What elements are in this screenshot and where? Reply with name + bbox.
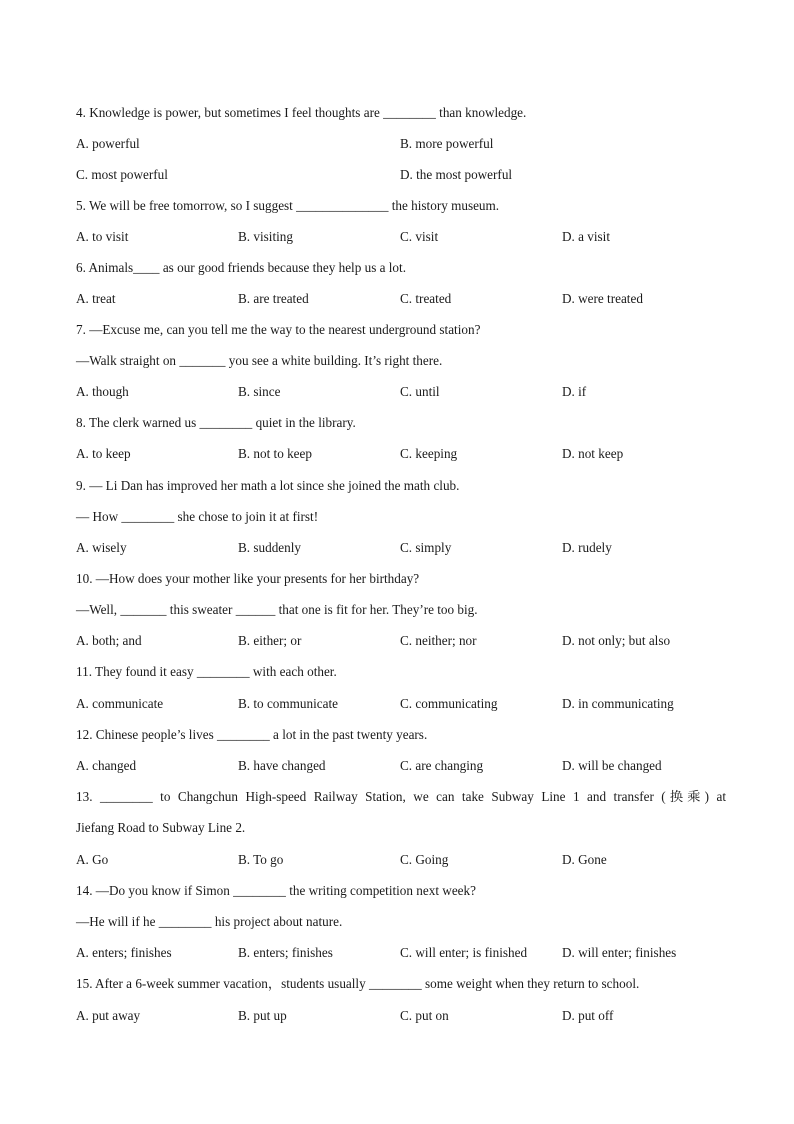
question-12-option-c: C. are changing bbox=[400, 758, 484, 773]
question-11-option-a: A. communicate bbox=[76, 696, 164, 711]
question-8-option-c: C. keeping bbox=[400, 446, 458, 461]
question-7-stem-line-1: 7. —Excuse me, can you tell me the way to the nearest underground station? bbox=[76, 322, 481, 337]
question-6-option-a: A. treat bbox=[76, 291, 116, 306]
question-14-stem-line-2: —He will if he ________ his project about nature. bbox=[76, 914, 343, 929]
question-7-option-c: C. until bbox=[400, 384, 440, 399]
question-14-option-b: B. enters; finishes bbox=[238, 945, 333, 960]
question-10-stem-line-2: —Well, _______ this sweater ______ that one is fit for her. They’re too big. bbox=[76, 602, 478, 617]
question-13-option-c: C. Going bbox=[400, 852, 449, 867]
question-9-stem-line-1: 9. — Li Dan has improved her math a lot since she joined the math club. bbox=[76, 478, 460, 493]
question-14-option-d: D. will enter; finishes bbox=[562, 945, 677, 960]
question-12-option-a: A. changed bbox=[76, 758, 137, 773]
question-9-option-c: C. simply bbox=[400, 540, 452, 555]
question-7-stem-line-2: —Walk straight on _______ you see a white building. It’s right there. bbox=[76, 353, 443, 368]
question-10-option-d: D. not only; but also bbox=[562, 633, 671, 648]
question-12-option-b: B. have changed bbox=[238, 758, 326, 773]
question-12-stem-line-1: 12. Chinese people’s lives ________ a lot in the past twenty years. bbox=[76, 727, 428, 742]
question-5-option-c: C. visit bbox=[400, 229, 439, 244]
question-13-stem-line-2: Jiefang Road to Subway Line 2. bbox=[76, 820, 246, 835]
question-4-option-b: B. more powerful bbox=[400, 136, 494, 151]
question-4-option-d: D. the most powerful bbox=[400, 167, 513, 182]
question-9-stem-line-2: — How ________ she chose to join it at first! bbox=[76, 509, 319, 524]
question-5-stem-line-1: 5. We will be free tomorrow, so I suggest ______________ the history museum. bbox=[76, 198, 500, 213]
question-10-stem-line-1: 10. —How does your mother like your presents for her birthday? bbox=[76, 571, 420, 586]
question-8-option-d: D. not keep bbox=[562, 446, 624, 461]
question-14-option-a: A. enters; finishes bbox=[76, 945, 172, 960]
question-15-option-d: D. put off bbox=[562, 1008, 614, 1023]
question-6-option-b: B. are treated bbox=[238, 291, 309, 306]
question-10-option-a: A. both; and bbox=[76, 633, 142, 648]
question-8-stem-line-1: 8. The clerk warned us ________ quiet in the library. bbox=[76, 415, 356, 430]
question-11-option-d: D. in communicating bbox=[562, 696, 674, 711]
question-8-option-a: A. to keep bbox=[76, 446, 131, 461]
question-6-option-d: D. were treated bbox=[562, 291, 643, 306]
question-11-option-b: B. to communicate bbox=[238, 696, 338, 711]
question-13-stem-line-1: 13. ________ to Changchun High-speed Railway Station, we can take Subway Line 1 and transfer (换乘) at bbox=[76, 789, 726, 804]
question-4-option-c: C. most powerful bbox=[76, 167, 168, 182]
question-13-option-b: B. To go bbox=[238, 852, 284, 867]
question-14-option-c: C. will enter; is finished bbox=[400, 945, 528, 960]
question-15-option-c: C. put on bbox=[400, 1008, 449, 1023]
question-15-option-a: A. put away bbox=[76, 1008, 141, 1023]
question-7-option-a: A. though bbox=[76, 384, 129, 399]
question-13-option-d: D. Gone bbox=[562, 852, 607, 867]
question-7-option-b: B. since bbox=[238, 384, 281, 399]
question-5-option-a: A. to visit bbox=[76, 229, 129, 244]
question-13-option-a: A. Go bbox=[76, 852, 109, 867]
question-5-option-d: D. a visit bbox=[562, 229, 610, 244]
question-10-option-b: B. either; or bbox=[238, 633, 302, 648]
question-12-option-d: D. will be changed bbox=[562, 758, 662, 773]
question-11-stem-line-1: 11. They found it easy ________ with each other. bbox=[76, 664, 337, 679]
question-9-option-a: A. wisely bbox=[76, 540, 127, 555]
question-9-option-d: D. rudely bbox=[562, 540, 612, 555]
question-4-option-a: A. powerful bbox=[76, 136, 140, 151]
question-6-option-c: C. treated bbox=[400, 291, 452, 306]
question-7-option-d: D. if bbox=[562, 384, 587, 399]
question-14-stem-line-1: 14. —Do you know if Simon ________ the writing competition next week? bbox=[76, 883, 476, 898]
question-8-option-b: B. not to keep bbox=[238, 446, 312, 461]
question-9-option-b: B. suddenly bbox=[238, 540, 302, 555]
question-5-option-b: B. visiting bbox=[238, 229, 293, 244]
question-15-stem-line-1: 15. After a 6-week summer vacation，students usually ________ some weight when they return to school. bbox=[76, 976, 640, 991]
question-6-stem-line-1: 6. Animals____ as our good friends because they help us a lot. bbox=[76, 260, 406, 275]
question-10-option-c: C. neither; nor bbox=[400, 633, 477, 648]
question-4-stem-line-1: 4. Knowledge is power, but sometimes I feel thoughts are ________ than knowledge. bbox=[76, 105, 527, 120]
question-15-option-b: B. put up bbox=[238, 1008, 287, 1023]
question-11-option-c: C. communicating bbox=[400, 696, 498, 711]
